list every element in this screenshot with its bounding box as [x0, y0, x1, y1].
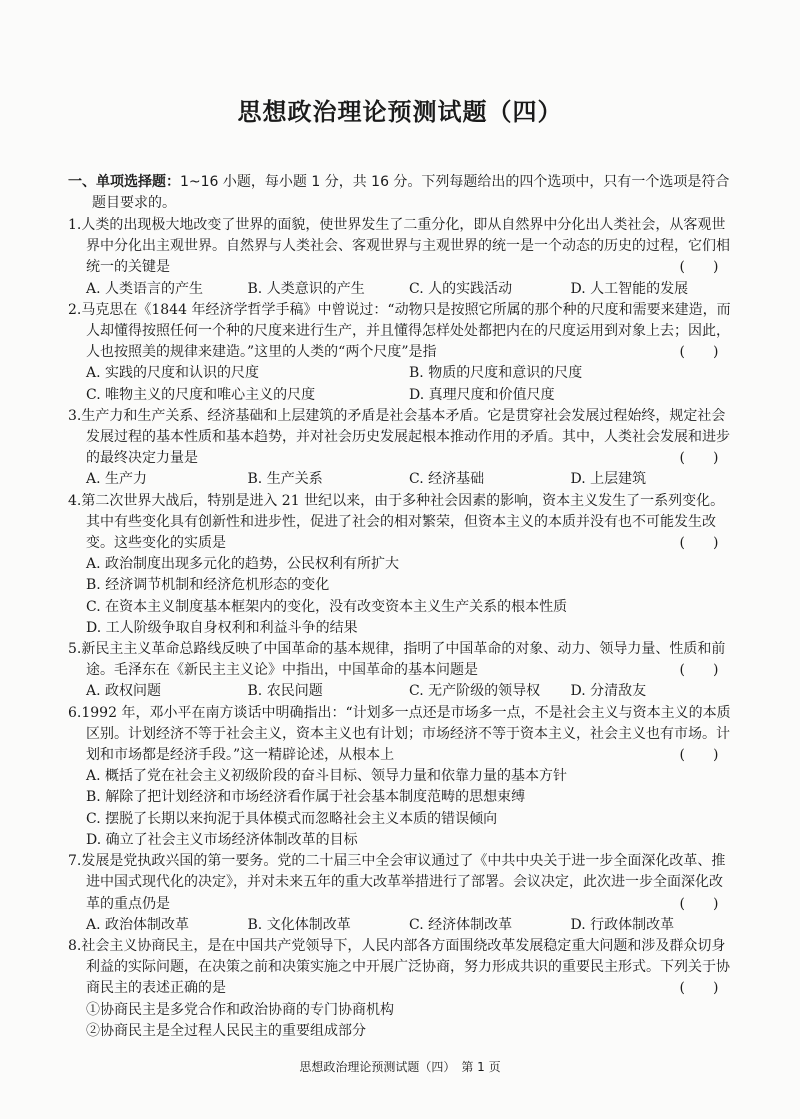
- question-6: [68, 703, 732, 851]
- option-a[interactable]: A. 政治体制改革: [86, 916, 190, 933]
- question-stem: 新民主主义革命总路线反映了中国革命的基本规律，指明了中国革命的对象、动力、领导力量、性质和前途。毛泽东在《新民主主义论》中指出，中国革命的基本问题是: [81, 641, 726, 679]
- question-number: 4.: [68, 492, 82, 509]
- question-number: 3.: [68, 407, 82, 424]
- question-stem: 发展是党执政兴国的第一要务。党的二十届三中全会审议通过了《中共中央关于进一步全面深化改革、推进中国式现代化的决定》，并对未来五年的重大改革举措进行了部署。会议决定，此次进一步全面深化改革的重点仍是: [81, 853, 726, 912]
- option-b[interactable]: B. 文化体制改革: [247, 916, 351, 933]
- page-footer: 思想政治理论预测试题（四） 第 1 页: [299, 1060, 501, 1074]
- option-d[interactable]: D. 工人阶级争取自身权利和利益斗争的结果: [86, 619, 358, 636]
- option-b[interactable]: B. 农民问题: [247, 683, 323, 700]
- option-b[interactable]: B. 物质的尺度和意识的尺度: [409, 365, 583, 382]
- section-heading: [68, 172, 732, 214]
- option-b[interactable]: B. 生产关系: [247, 471, 323, 488]
- option-d[interactable]: D. 分清敌友: [570, 683, 647, 700]
- question-1: [68, 215, 732, 300]
- option-d[interactable]: D. 上层建筑: [570, 471, 647, 488]
- question-8: [68, 936, 732, 1042]
- answer-blank[interactable]: ( ): [679, 344, 719, 361]
- option-d[interactable]: D. 真理尺度和价值尺度: [409, 386, 555, 403]
- answer-blank[interactable]: ( ): [679, 662, 719, 679]
- question-stem: 1992 年，邓小平在南方谈话中明确指出：“计划多一点还是市场多一点，不是社会主义与资本主义的本质区别。计划经济不等于社会主义，资本主义也有计划；市场经济不等于资本主义，社会主义也有市场。计划和市场都是经济手段。”这一精辟论述，从根本上: [81, 704, 731, 764]
- question-7: [68, 851, 732, 936]
- option-a[interactable]: A. 实践的尺度和认识的尺度: [86, 365, 260, 382]
- option-c[interactable]: C. 人的实践活动: [409, 280, 513, 297]
- statement-1: ①协商民主是多党合作和政治协商的专门协商机构: [86, 1001, 394, 1018]
- option-a[interactable]: A. 政治制度出现多元化的趋势，公民权利有所扩大: [86, 556, 400, 573]
- option-a[interactable]: A. 人类语言的产生: [86, 280, 204, 297]
- question-2: [68, 300, 732, 406]
- answer-blank[interactable]: ( ): [679, 980, 719, 997]
- option-c[interactable]: C. 摆脱了长期以来拘泥于具体模式而忽略社会主义本质的错误倾向: [86, 810, 498, 827]
- question-5: [68, 639, 732, 703]
- option-a[interactable]: A. 政权问题: [86, 683, 162, 700]
- option-b[interactable]: B. 解除了把计划经济和市场经济看作属于社会基本制度范畴的思想束缚: [86, 789, 526, 806]
- section-label: 一、单项选择题：: [68, 174, 180, 190]
- question-3: [68, 406, 732, 491]
- option-c[interactable]: C. 经济体制改革: [409, 916, 513, 933]
- option-a[interactable]: A. 生产力: [86, 471, 148, 488]
- option-c[interactable]: C. 唯物主义的尺度和唯心主义的尺度: [86, 386, 316, 403]
- question-number: 5.: [68, 641, 82, 658]
- question-4: [68, 491, 732, 639]
- question-section: [68, 172, 732, 1042]
- answer-blank[interactable]: ( ): [679, 535, 719, 552]
- statement-2: ②协商民主是全过程人民民主的重要组成部分: [86, 1022, 366, 1039]
- question-stem: 生产力和生产关系、经济基础和上层建筑的矛盾是社会基本矛盾。它是贯穿社会发展过程始终，规定社会发展过程的基本性质和基本趋势，并对社会历史发展起根本推动作用的矛盾。其中，人类社会发展和进步的最终决定力量是: [81, 407, 730, 467]
- question-number: 6.: [68, 704, 82, 721]
- question-number: 7.: [68, 853, 82, 870]
- option-b[interactable]: B. 经济调节机制和经济危机形态的变化: [86, 577, 330, 594]
- answer-blank[interactable]: ( ): [679, 259, 719, 276]
- question-stem: 社会主义协商民主，是在中国共产党领导下，人民内部各方面围绕改革发展稳定重大问题和涉及群众切身利益的实际问题，在决策之前和决策实施之中开展广泛协商，努力形成共识的重要民主形式。下列关于协商民主的表述正确的是: [81, 937, 730, 997]
- answer-blank[interactable]: ( ): [679, 747, 719, 764]
- question-number: 8.: [68, 937, 82, 954]
- question-number: 2.: [68, 301, 82, 318]
- option-c[interactable]: C. 经济基础: [409, 471, 485, 488]
- option-a[interactable]: A. 概括了党在社会主义初级阶段的奋斗目标、领导力量和依靠力量的基本方针: [86, 768, 568, 785]
- option-d[interactable]: D. 人工智能的发展: [570, 280, 689, 297]
- option-c[interactable]: C. 无产阶级的领导权: [409, 683, 541, 700]
- answer-blank[interactable]: ( ): [679, 895, 719, 912]
- option-d[interactable]: D. 行政体制改革: [570, 916, 675, 933]
- question-stem: 人类的出现极大地改变了世界的面貌，使世界发生了二重分化，即从自然界中分化出人类社会，从客观世界中分化出主观世界。自然界与人类社会、客观世界与主观世界的统一是一个动态的历史的过程，它们相统一的关键是: [81, 217, 730, 276]
- option-d[interactable]: D. 确立了社会主义市场经济体制改革的目标: [86, 831, 358, 848]
- option-b[interactable]: B. 人类意识的产生: [247, 280, 365, 297]
- question-stem: 马克思在《1844 年经济学哲学手稿》中曾说过：“动物只是按照它所属的那个种的尺度和需要来建造，而人却懂得按照任何一个种的尺度来进行生产，并且懂得怎样处处都把内在的尺度运用到对象上去；因此，人也按照美的规律来建造。”这里的人类的“两个尺度”是指: [81, 301, 731, 361]
- section-instructions: 1~16 小题，每小题 1 分，共 16 分。下列每题给出的四个选项中，只有一个选项是符合题目要求的。: [92, 174, 730, 211]
- page-title: 思想政治理论预测试题（四）: [237, 98, 563, 126]
- answer-blank[interactable]: ( ): [679, 450, 719, 467]
- question-stem: 第二次世界大战后，特别是进入 21 世纪以来，由于多种社会因素的影响，资本主义发生了一系列变化。其中有些变化具有创新性和进步性，促进了社会的相对繁荣，但资本主义的本质并没有也不可能发生改变。这些变化的实质是: [81, 492, 725, 552]
- option-c[interactable]: C. 在资本主义制度基本框架内的变化，没有改变资本主义生产关系的根本性质: [86, 598, 568, 615]
- question-number: 1.: [68, 217, 82, 233]
